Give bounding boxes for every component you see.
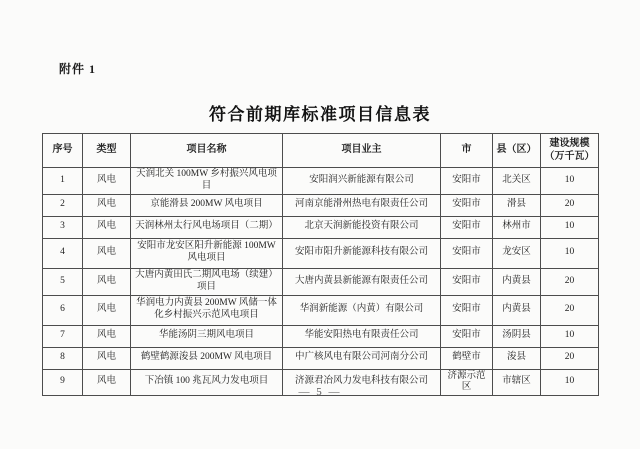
cell-city: 安阳市 [441, 194, 493, 216]
header-city: 市 [441, 134, 493, 168]
header-type: 类型 [83, 134, 131, 168]
cell-county: 浚县 [493, 347, 541, 369]
cell-project-name: 安阳市龙安区阳升新能源 100MW 风电项目 [131, 238, 283, 268]
cell-project-name: 大唐内黄田氏二期风电场（续建）项目 [131, 268, 283, 295]
cell-owner: 华润新能源（内黄）有限公司 [283, 295, 441, 325]
table-header-row [43, 134, 599, 168]
cell-type: 风电 [83, 168, 131, 195]
cell-project-name: 天润林州太行风电场项目（二期） [131, 216, 283, 238]
cell-city: 安阳市 [441, 295, 493, 325]
cell-seq: 4 [43, 238, 83, 268]
cell-scale: 10 [541, 216, 599, 238]
cell-county: 龙安区 [493, 238, 541, 268]
cell-seq: 2 [43, 194, 83, 216]
cell-project-name: 华润电力内黄县 200MW 风储一体化乡村振兴示范风电项目 [131, 295, 283, 325]
cell-type: 风电 [83, 194, 131, 216]
table-row [43, 216, 599, 238]
cell-type: 风电 [83, 238, 131, 268]
cell-scale: 20 [541, 268, 599, 295]
cell-city: 安阳市 [441, 216, 493, 238]
cell-type: 风电 [83, 347, 131, 369]
header-project-name: 项目名称 [131, 134, 283, 168]
table-row [43, 238, 599, 268]
cell-scale: 10 [541, 325, 599, 347]
header-seq: 序号 [43, 134, 83, 168]
cell-city: 济源示范区 [441, 369, 493, 396]
cell-city: 安阳市 [441, 325, 493, 347]
cell-city: 安阳市 [441, 268, 493, 295]
cell-owner: 安阳润兴新能源有限公司 [283, 168, 441, 195]
cell-city: 安阳市 [441, 238, 493, 268]
cell-project-name: 京能滑县 200MW 风电项目 [131, 194, 283, 216]
header-county: 县（区） [493, 134, 541, 168]
cell-county: 北关区 [493, 168, 541, 195]
page-number: — 5 — [298, 386, 342, 398]
cell-county: 市辖区 [493, 369, 541, 396]
cell-owner: 华能安阳热电有限责任公司 [283, 325, 441, 347]
cell-type: 风电 [83, 268, 131, 295]
cell-type: 风电 [83, 295, 131, 325]
header-owner: 项目业主 [283, 134, 441, 168]
cell-owner: 河南京能滑州热电有限责任公司 [283, 194, 441, 216]
cell-scale: 10 [541, 238, 599, 268]
header-scale-line1: 建设规模 [549, 138, 590, 149]
cell-owner: 中广核风电有限公司河南分公司 [283, 347, 441, 369]
cell-owner: 安阳市阳升新能源科技有限公司 [283, 238, 441, 268]
cell-county: 内黄县 [493, 295, 541, 325]
cell-scale: 10 [541, 168, 599, 195]
cell-project-name: 鹤壁鹤源浚县 200MW 风电项目 [131, 347, 283, 369]
cell-county: 汤阴县 [493, 325, 541, 347]
cell-city: 安阳市 [441, 168, 493, 195]
cell-scale: 20 [541, 194, 599, 216]
cell-seq: 5 [43, 268, 83, 295]
cell-county: 滑县 [493, 194, 541, 216]
cell-seq: 9 [43, 369, 83, 396]
table-row [43, 295, 599, 325]
cell-type: 风电 [83, 369, 131, 396]
cell-county: 林州市 [493, 216, 541, 238]
cell-seq: 6 [43, 295, 83, 325]
table-row [43, 168, 599, 195]
cell-seq: 7 [43, 325, 83, 347]
header-scale-line2: （万千瓦） [544, 150, 595, 162]
cell-type: 风电 [83, 325, 131, 347]
cell-project-name: 华能汤阴三期风电项目 [131, 325, 283, 347]
cell-seq: 8 [43, 347, 83, 369]
page-title: 符合前期库标准项目信息表 [209, 105, 431, 124]
cell-project-name: 下冶镇 100 兆瓦风力发电项目 [131, 369, 283, 396]
cell-seq: 3 [43, 216, 83, 238]
table-row [43, 347, 599, 369]
table-row [43, 194, 599, 216]
attachment-label: 附件 1 [59, 62, 97, 76]
cell-seq: 1 [43, 168, 83, 195]
table-row [43, 268, 599, 295]
cell-owner: 北京天润新能投资有限公司 [283, 216, 441, 238]
cell-owner: 大唐内黄县新能源有限责任公司 [283, 268, 441, 295]
cell-type: 风电 [83, 216, 131, 238]
table-row [43, 325, 599, 347]
project-info-table [42, 133, 599, 396]
cell-owner: 济源君冶风力发电科技有限公司 [283, 369, 441, 396]
cell-scale: 20 [541, 347, 599, 369]
cell-scale: 20 [541, 295, 599, 325]
cell-city: 鹤壁市 [441, 347, 493, 369]
cell-county: 内黄县 [493, 268, 541, 295]
header-scale [541, 134, 599, 168]
cell-project-name: 天润北关 100MW 乡村振兴风电项目 [131, 168, 283, 195]
cell-scale: 10 [541, 369, 599, 396]
